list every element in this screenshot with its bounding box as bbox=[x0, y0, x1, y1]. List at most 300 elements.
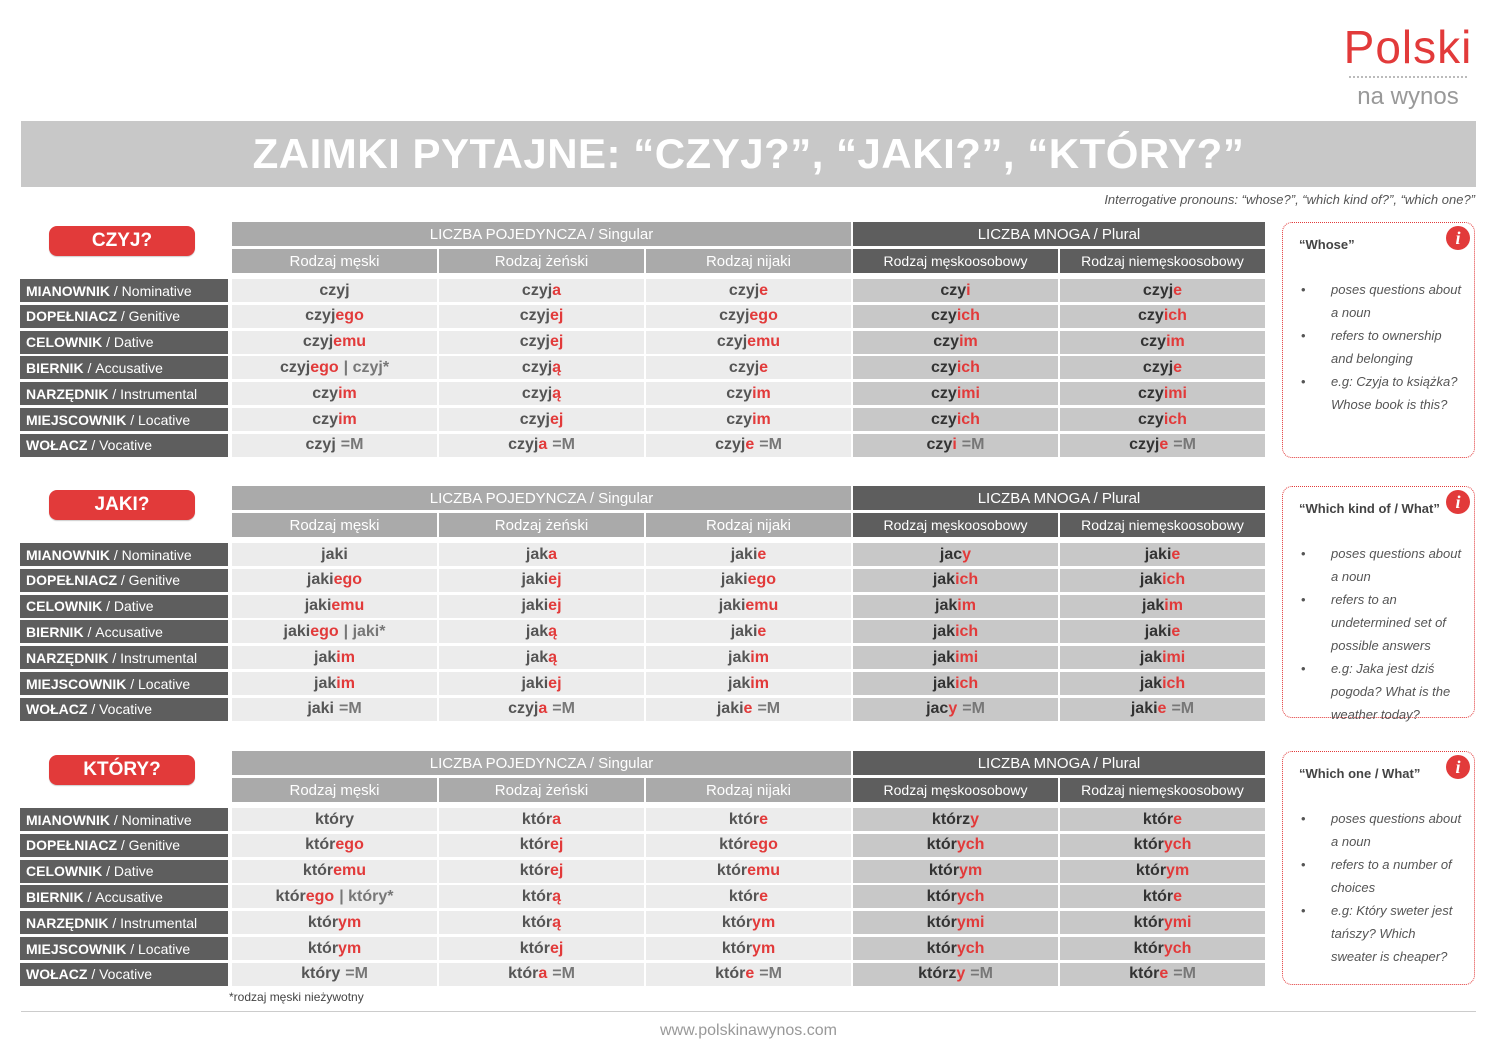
form-stem: jak bbox=[932, 648, 956, 666]
form-cell bbox=[1060, 543, 1265, 566]
form-stem: któr bbox=[305, 836, 336, 854]
form-ending: e bbox=[1157, 700, 1167, 718]
form-ending: ego bbox=[749, 307, 778, 325]
case-label bbox=[20, 698, 228, 721]
form-ending: e bbox=[1171, 545, 1181, 563]
form-stem: któr bbox=[1133, 836, 1164, 854]
form-ending: y bbox=[956, 965, 966, 983]
case-name-pl: NARZĘDNIK bbox=[26, 649, 109, 666]
case-label bbox=[20, 279, 228, 302]
form-stem: któr bbox=[1133, 913, 1164, 931]
table-row bbox=[20, 305, 1267, 328]
form-ending: ich bbox=[955, 622, 979, 640]
form-cell bbox=[646, 434, 851, 457]
form-stem: czy bbox=[1138, 307, 1164, 325]
form-stem: czyj bbox=[521, 358, 553, 376]
form-stem: jak bbox=[1139, 674, 1163, 692]
form-stem: jaki bbox=[304, 597, 332, 615]
form-ending: e bbox=[745, 965, 755, 983]
form-cell bbox=[439, 408, 644, 431]
section-tag: KTÓRY? bbox=[49, 755, 195, 785]
form-cell bbox=[1060, 382, 1265, 405]
form-stem: któr bbox=[275, 887, 306, 905]
form-ending: emu bbox=[331, 597, 365, 615]
case-separator: / bbox=[126, 940, 139, 957]
form-ending: ego bbox=[335, 307, 364, 325]
form-ending: imi bbox=[1162, 648, 1186, 666]
form-stem: któr bbox=[715, 965, 746, 983]
form-extra: =M bbox=[757, 700, 781, 718]
form-stem: czy bbox=[1138, 384, 1164, 402]
info-heading: “Whose” bbox=[1299, 237, 1355, 252]
form-cell bbox=[853, 808, 1058, 831]
form-ending: im bbox=[752, 384, 771, 402]
gender-header: Rodzaj męskoosobowy bbox=[853, 513, 1058, 537]
case-separator: / bbox=[117, 308, 129, 325]
info-item: • poses questions about a noun bbox=[1299, 807, 1464, 853]
case-separator: / bbox=[126, 411, 139, 428]
form-stem: któr bbox=[728, 810, 760, 828]
case-label bbox=[20, 305, 228, 328]
case-name-en: Vocative bbox=[99, 701, 153, 718]
gender-header: Rodzaj nijaki bbox=[646, 249, 851, 273]
form-ending: im bbox=[338, 410, 357, 428]
case-separator: / bbox=[83, 888, 96, 905]
gender-header-row bbox=[232, 513, 1267, 537]
form-ending: ym bbox=[1166, 862, 1190, 880]
form-cell bbox=[853, 672, 1058, 695]
form-cell bbox=[1060, 434, 1265, 457]
form-stem: czyj bbox=[521, 384, 553, 402]
table-row bbox=[20, 620, 1267, 643]
case-name-pl: MIANOWNIK bbox=[26, 546, 110, 563]
form-extra: =M bbox=[961, 436, 985, 454]
form-ending: im bbox=[750, 648, 769, 666]
form-stem: któr bbox=[307, 939, 339, 957]
form-ending: ej bbox=[549, 836, 564, 854]
case-separator: / bbox=[117, 837, 129, 854]
form-ending: ego bbox=[333, 571, 363, 589]
form-stem: czy bbox=[931, 358, 957, 376]
form-ending: ą bbox=[552, 887, 562, 905]
form-cell bbox=[1060, 937, 1265, 960]
form-ending: e bbox=[745, 436, 755, 454]
form-ending: imi bbox=[956, 384, 980, 402]
form-cell bbox=[439, 808, 644, 831]
case-name-en: Accusative bbox=[95, 623, 163, 640]
form-stem: którz bbox=[931, 810, 971, 828]
form-extra: =M bbox=[962, 700, 985, 718]
info-item: • refers to ownership and belonging bbox=[1299, 324, 1464, 370]
form-ending: ej bbox=[549, 307, 564, 325]
form-stem: jak bbox=[932, 674, 956, 692]
case-label bbox=[20, 911, 228, 934]
section-tag: CZYJ? bbox=[49, 226, 195, 256]
form-ending: emu bbox=[333, 333, 367, 351]
form-cell bbox=[646, 305, 851, 328]
gender-header-row bbox=[232, 249, 1267, 273]
form-ending: ą bbox=[548, 622, 558, 640]
form-cell bbox=[1060, 356, 1265, 379]
form-cell bbox=[232, 808, 437, 831]
form-stem: jaki bbox=[718, 597, 746, 615]
form-stem: czyj bbox=[716, 333, 748, 351]
form-stem: jak bbox=[1139, 571, 1163, 589]
table-row bbox=[20, 808, 1267, 831]
form-cell bbox=[1060, 672, 1265, 695]
form-stem: jaki bbox=[521, 674, 549, 692]
form-cell bbox=[646, 408, 851, 431]
case-name-pl: WOŁACZ bbox=[26, 966, 88, 983]
form-extra: =M bbox=[345, 965, 368, 983]
case-label bbox=[20, 543, 228, 566]
form-stem: któr bbox=[1142, 810, 1174, 828]
form-ending: ym bbox=[338, 913, 362, 931]
plural-header: LICZBA MNOGA / Plural bbox=[853, 222, 1265, 246]
form-cell bbox=[1060, 911, 1265, 934]
form-cell bbox=[646, 963, 851, 986]
info-item: • e.g: Który sweter jest tańszy? Which sweater is cheaper? bbox=[1299, 899, 1464, 968]
case-name-en: Instrumental bbox=[120, 385, 198, 402]
form-extra: =M bbox=[339, 700, 362, 718]
form-ending: imi bbox=[1163, 384, 1187, 402]
case-label bbox=[20, 672, 228, 695]
form-stem: jaki bbox=[1144, 622, 1172, 640]
table-row bbox=[20, 543, 1267, 566]
case-name-pl: BIERNIK bbox=[26, 623, 84, 640]
table-row bbox=[20, 569, 1267, 592]
form-cell bbox=[646, 808, 851, 831]
page-subtitle: Interrogative pronouns: “whose?”, “which kind of?”, “which one?” bbox=[1104, 192, 1475, 207]
form-stem: jak bbox=[935, 597, 958, 615]
form-cell bbox=[232, 382, 437, 405]
form-stem: jak bbox=[932, 571, 956, 589]
form-ending: ego bbox=[310, 358, 339, 376]
info-heading: “Which one / What” bbox=[1299, 766, 1421, 781]
form-stem: jaki bbox=[306, 571, 334, 589]
form-cell bbox=[853, 434, 1058, 457]
form-ending: a bbox=[548, 545, 558, 563]
form-ending: ich bbox=[1162, 674, 1186, 692]
form-cell bbox=[1060, 885, 1265, 908]
form-ending: ej bbox=[548, 674, 562, 692]
form-stem: czyj bbox=[1142, 281, 1174, 299]
form-stem: któr bbox=[926, 887, 957, 905]
info-item: • e.g: Jaka jest dziś pogoda? What is the weather today? bbox=[1299, 657, 1464, 726]
info-item: • e.g: Czyja to książka? Whose book is this? bbox=[1299, 370, 1464, 416]
form-stem: któr bbox=[728, 887, 760, 905]
info-item: • poses questions about a noun bbox=[1299, 278, 1464, 324]
table-row bbox=[20, 885, 1267, 908]
form-ending: y bbox=[962, 545, 972, 563]
form-ending: ą bbox=[552, 358, 562, 376]
form-cell bbox=[646, 595, 851, 618]
form-cell bbox=[439, 434, 644, 457]
form-stem: jaki bbox=[521, 597, 549, 615]
form-cell bbox=[439, 543, 644, 566]
case-separator: / bbox=[108, 914, 121, 931]
case-label bbox=[20, 834, 228, 857]
form-ending: emu bbox=[747, 333, 781, 351]
form-stem: czyj bbox=[1129, 436, 1160, 454]
form-cell bbox=[439, 595, 644, 618]
case-name-pl: DOPEŁNIACZ bbox=[26, 572, 117, 589]
form-cell bbox=[439, 356, 644, 379]
gender-header: Rodzaj męski bbox=[232, 513, 437, 537]
form-ending: e bbox=[1159, 965, 1169, 983]
form-stem: czyj bbox=[305, 307, 336, 325]
form-extra: =M bbox=[1173, 965, 1196, 983]
form-ending: i bbox=[952, 436, 957, 454]
table-row bbox=[20, 937, 1267, 960]
form-stem: czyj bbox=[521, 281, 553, 299]
form-stem: czy bbox=[933, 333, 960, 351]
table-row bbox=[20, 963, 1267, 986]
info-heading: “Which kind of / What” bbox=[1299, 501, 1440, 516]
form-stem: czy bbox=[1140, 333, 1167, 351]
case-name-pl: NARZĘDNIK bbox=[26, 385, 109, 402]
plural-header: LICZBA MNOGA / Plural bbox=[853, 751, 1265, 775]
form-stem: czy bbox=[1138, 410, 1164, 428]
form-stem: któr bbox=[926, 939, 957, 957]
form-ending: ym bbox=[752, 913, 776, 931]
form-stem: któr bbox=[1135, 862, 1167, 880]
page-title: ZAIMKI PYTAJNE: “CZYJ?”, “JAKI?”, “KTÓRY?” bbox=[252, 130, 1245, 177]
form-cell bbox=[646, 569, 851, 592]
table-row bbox=[20, 672, 1267, 695]
form-ending: ym bbox=[338, 939, 362, 957]
form-cell bbox=[232, 595, 437, 618]
footer-url[interactable]: www.polskinawynos.com bbox=[660, 1022, 837, 1039]
case-label bbox=[20, 963, 228, 986]
form-cell bbox=[646, 937, 851, 960]
case-separator: / bbox=[87, 701, 100, 718]
form-cell bbox=[439, 382, 644, 405]
form-cell bbox=[853, 834, 1058, 857]
form-ending: emu bbox=[747, 862, 781, 880]
form-ending: ego bbox=[310, 622, 339, 640]
gender-header: Rodzaj niemęskoosobowy bbox=[1060, 513, 1265, 537]
case-name-pl: MIEJSCOWNIK bbox=[26, 940, 127, 957]
form-extra: | czyj* bbox=[343, 358, 390, 376]
declension-table bbox=[20, 751, 1268, 987]
gender-header: Rodzaj żeński bbox=[439, 513, 644, 537]
form-cell bbox=[232, 646, 437, 669]
form-ending: ego bbox=[335, 836, 364, 854]
form-stem: który bbox=[301, 965, 341, 983]
form-ending: y bbox=[970, 810, 980, 828]
case-name-en: Genitive bbox=[128, 572, 181, 589]
form-cell bbox=[853, 543, 1058, 566]
form-stem: któr bbox=[719, 836, 750, 854]
form-stem: jaki bbox=[716, 700, 744, 718]
form-ending: y bbox=[948, 700, 958, 718]
gender-header: Rodzaj niemęskoosobowy bbox=[1060, 249, 1265, 273]
case-name-pl: MIANOWNIK bbox=[26, 811, 110, 828]
form-ending: ich bbox=[956, 307, 980, 325]
singular-header: LICZBA POJEDYNCZA / Singular bbox=[232, 486, 851, 510]
form-stem: czyj bbox=[519, 410, 550, 428]
form-cell bbox=[853, 646, 1058, 669]
form-ending: emu bbox=[745, 597, 779, 615]
form-stem: czyj bbox=[508, 700, 539, 718]
info-list bbox=[1299, 542, 1464, 726]
form-ending: i bbox=[966, 281, 971, 299]
logo-sub: na wynos bbox=[1357, 83, 1459, 110]
form-extra: =M bbox=[759, 436, 782, 454]
case-name-pl: WOŁACZ bbox=[26, 437, 88, 454]
case-label bbox=[20, 331, 228, 354]
gender-header: Rodzaj żeński bbox=[439, 778, 644, 802]
form-stem: jaki bbox=[730, 622, 758, 640]
form-cell bbox=[853, 620, 1058, 643]
form-stem: który bbox=[314, 810, 355, 828]
form-ending: ych bbox=[956, 939, 985, 957]
case-label bbox=[20, 808, 228, 831]
form-ending: im bbox=[1166, 333, 1185, 351]
form-stem: czy bbox=[726, 384, 753, 402]
form-stem: któr bbox=[1133, 939, 1164, 957]
form-stem: czy bbox=[931, 307, 957, 325]
form-stem: czyj bbox=[302, 333, 334, 351]
form-ending: im bbox=[336, 648, 355, 666]
info-list bbox=[1299, 807, 1464, 968]
form-cell bbox=[232, 305, 437, 328]
form-ending: ej bbox=[549, 862, 564, 880]
case-label bbox=[20, 569, 228, 592]
form-cell bbox=[853, 911, 1058, 934]
info-icon: i bbox=[1446, 755, 1470, 779]
form-ending: ich bbox=[1163, 410, 1187, 428]
case-name-pl: DOPEŁNIACZ bbox=[26, 308, 117, 325]
info-box bbox=[1282, 222, 1475, 458]
singular-header: LICZBA POJEDYNCZA / Singular bbox=[232, 751, 851, 775]
case-name-en: Vocative bbox=[99, 966, 153, 983]
form-stem: czy bbox=[312, 384, 339, 402]
form-stem: czy bbox=[931, 410, 957, 428]
form-cell bbox=[646, 646, 851, 669]
form-cell bbox=[646, 382, 851, 405]
form-stem: któr bbox=[519, 939, 550, 957]
form-cell bbox=[439, 937, 644, 960]
form-ending: a bbox=[552, 810, 562, 828]
declension-table bbox=[20, 222, 1268, 458]
case-label bbox=[20, 434, 228, 457]
form-stem: jak bbox=[728, 648, 751, 666]
form-extra: =M bbox=[552, 965, 575, 983]
form-cell bbox=[853, 569, 1058, 592]
form-stem: czy bbox=[931, 384, 957, 402]
form-ending: ich bbox=[956, 358, 980, 376]
form-cell bbox=[232, 620, 437, 643]
gender-header: Rodzaj niemęskoosobowy bbox=[1060, 778, 1265, 802]
form-stem: czy bbox=[312, 410, 339, 428]
logo-brand: Polski bbox=[1343, 21, 1473, 73]
form-cell bbox=[439, 885, 644, 908]
form-ending: ą bbox=[552, 913, 562, 931]
form-stem: jaki bbox=[1144, 545, 1172, 563]
form-stem: jak bbox=[525, 622, 549, 640]
form-cell bbox=[232, 937, 437, 960]
form-stem: czy bbox=[926, 436, 953, 454]
form-ending: im bbox=[959, 333, 978, 351]
case-label bbox=[20, 595, 228, 618]
form-cell bbox=[1060, 646, 1265, 669]
table-row bbox=[20, 911, 1267, 934]
case-name-en: Dative bbox=[113, 334, 154, 351]
form-ending: ym bbox=[959, 862, 983, 880]
form-stem: któr bbox=[1129, 965, 1160, 983]
form-stem: jak bbox=[525, 648, 549, 666]
form-stem: czyj bbox=[715, 436, 746, 454]
form-cell bbox=[232, 569, 437, 592]
form-ending: ych bbox=[1163, 836, 1192, 854]
form-stem: jak bbox=[525, 545, 549, 563]
case-separator: / bbox=[126, 675, 139, 692]
table-row bbox=[20, 434, 1267, 457]
form-stem: któr bbox=[721, 913, 753, 931]
form-ending: im bbox=[336, 674, 355, 692]
form-ending: ej bbox=[549, 939, 564, 957]
form-stem: któr bbox=[302, 862, 334, 880]
table-row bbox=[20, 408, 1267, 431]
case-name-pl: WOŁACZ bbox=[26, 701, 88, 718]
case-separator: / bbox=[108, 385, 121, 402]
form-ending: ej bbox=[549, 333, 564, 351]
form-ending: e bbox=[757, 545, 767, 563]
form-stem: czy bbox=[940, 281, 967, 299]
form-ending: e bbox=[1173, 810, 1183, 828]
form-ending: e bbox=[757, 622, 767, 640]
case-separator: / bbox=[83, 359, 96, 376]
case-separator: / bbox=[83, 623, 96, 640]
form-ending: ego bbox=[305, 887, 335, 905]
form-stem: jak bbox=[314, 674, 337, 692]
form-ending: ej bbox=[548, 571, 562, 589]
form-stem: jaki bbox=[321, 545, 348, 563]
gender-header: Rodzaj męski bbox=[232, 778, 437, 802]
form-stem: któr bbox=[1142, 887, 1174, 905]
form-stem: któr bbox=[519, 836, 550, 854]
gender-header: Rodzaj męski bbox=[232, 249, 437, 273]
form-stem: jak bbox=[1142, 597, 1165, 615]
plural-header: LICZBA MNOGA / Plural bbox=[853, 486, 1265, 510]
info-box bbox=[1282, 751, 1475, 985]
form-ending: e bbox=[1173, 281, 1183, 299]
form-cell bbox=[1060, 408, 1265, 431]
form-cell bbox=[232, 963, 437, 986]
footer-divider bbox=[21, 1011, 1476, 1012]
form-extra: =M bbox=[759, 965, 782, 983]
form-cell bbox=[1060, 569, 1265, 592]
info-item: • refers to a number of choices bbox=[1299, 853, 1464, 899]
form-cell bbox=[439, 698, 644, 721]
table-row bbox=[20, 860, 1267, 883]
gender-header-row bbox=[232, 778, 1267, 802]
form-cell bbox=[439, 860, 644, 883]
table-row bbox=[20, 595, 1267, 618]
case-name-pl: NARZĘDNIK bbox=[26, 914, 109, 931]
form-stem: któr bbox=[508, 965, 539, 983]
form-cell bbox=[1060, 698, 1265, 721]
case-separator: / bbox=[108, 649, 121, 666]
case-label bbox=[20, 356, 228, 379]
case-name-en: Genitive bbox=[128, 308, 181, 325]
form-stem: jaki bbox=[283, 622, 311, 640]
form-cell bbox=[853, 937, 1058, 960]
case-name-en: Instrumental bbox=[120, 914, 198, 931]
case-name-en: Locative bbox=[138, 940, 191, 957]
